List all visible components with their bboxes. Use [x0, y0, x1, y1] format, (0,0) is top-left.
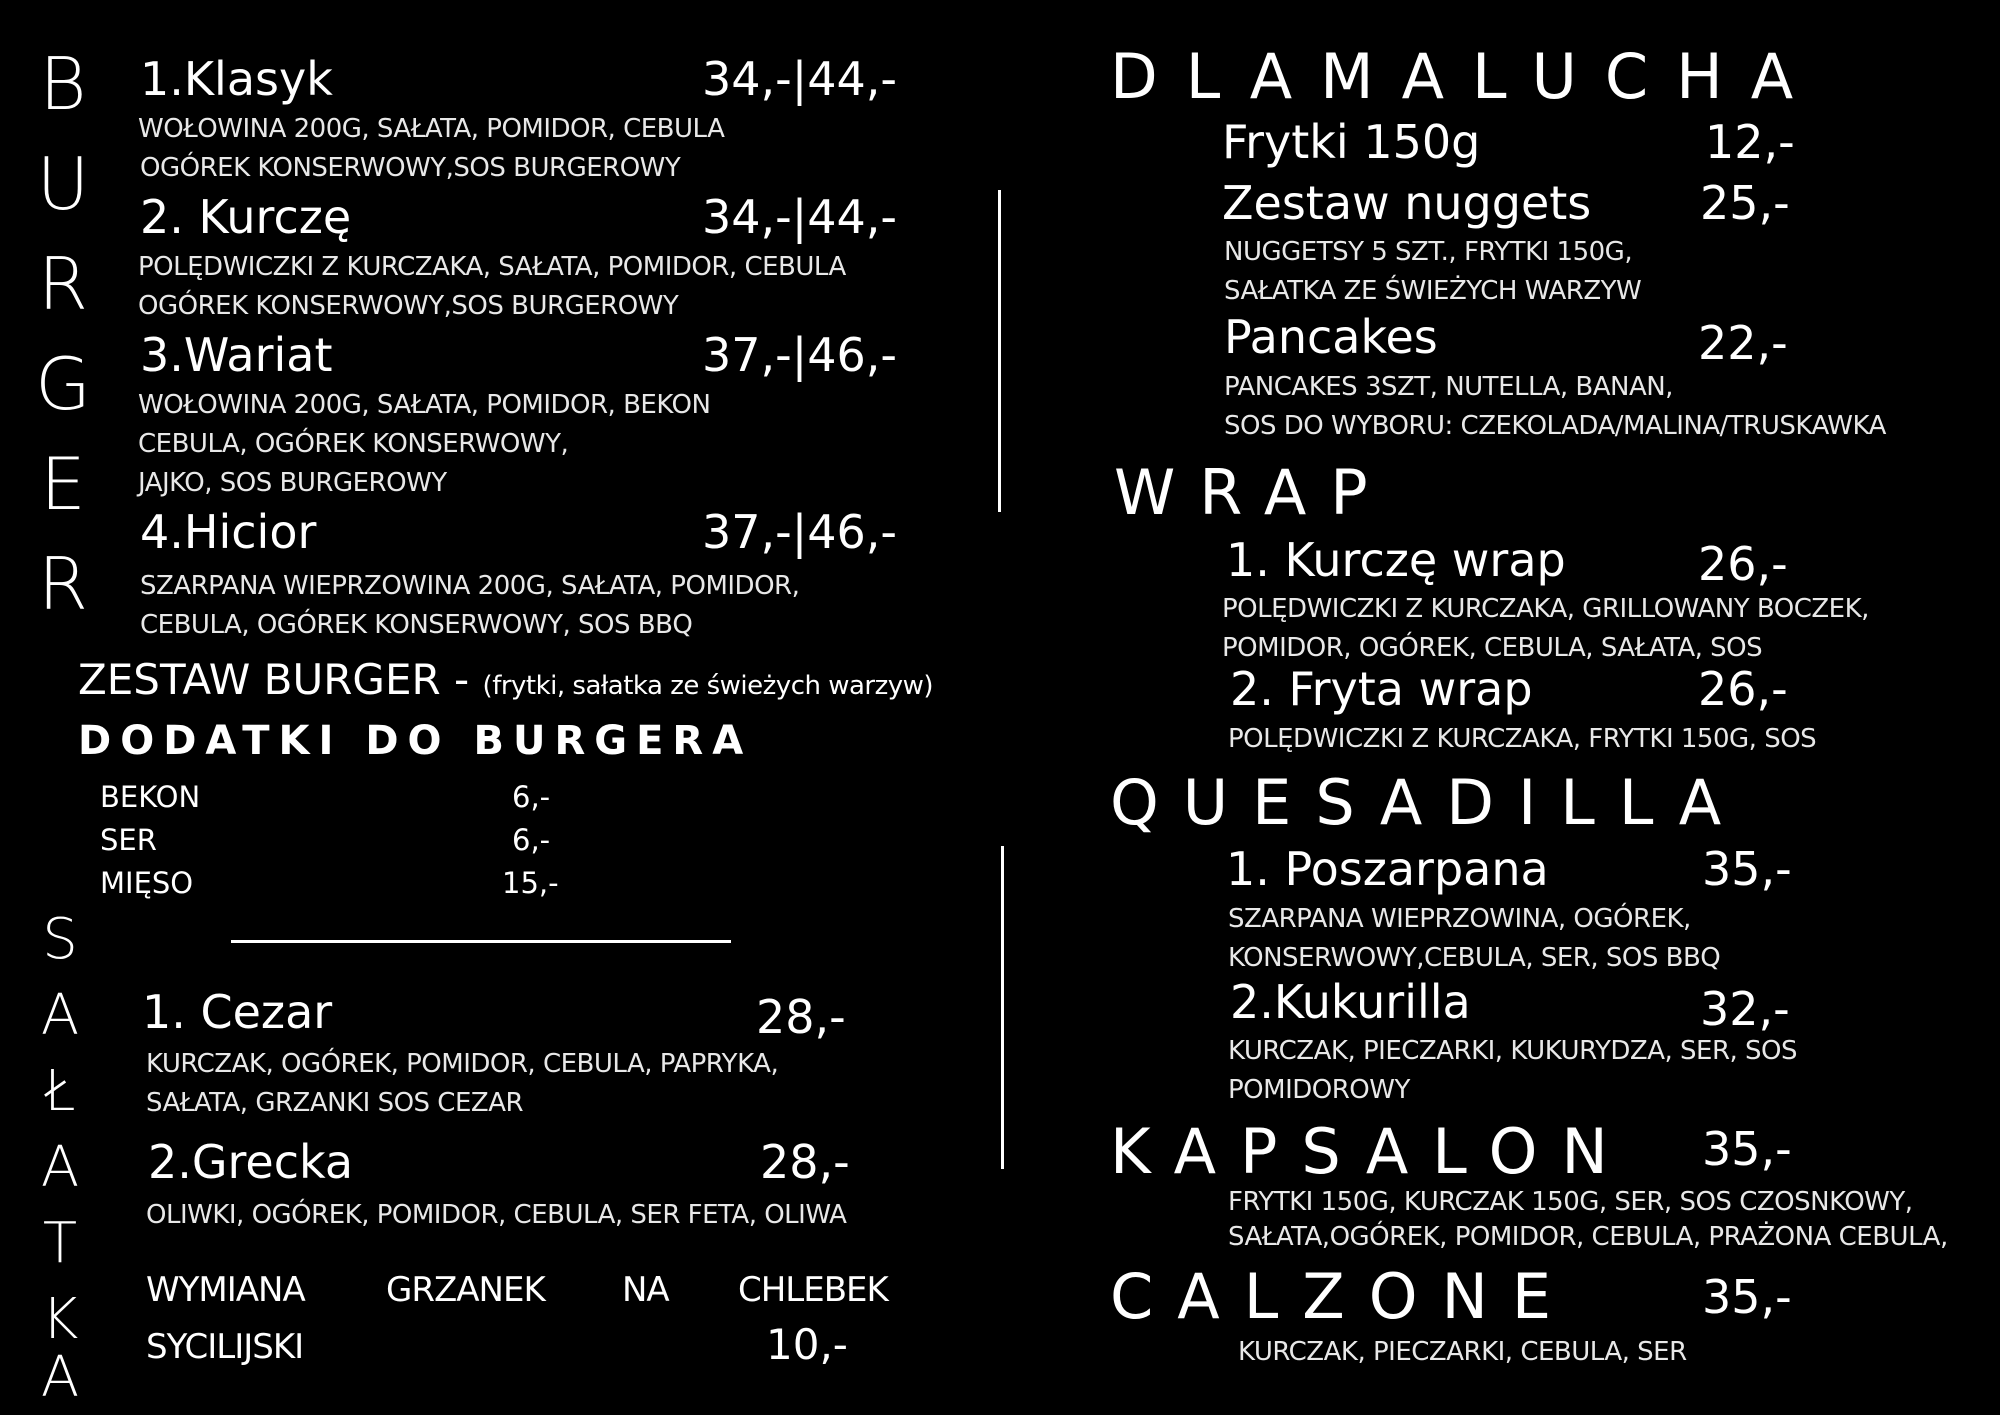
item-desc: POMIDOROWY — [1228, 1075, 1410, 1105]
zestaw-note: (frytki, sałatka ze świeżych warzyw) — [482, 671, 934, 701]
item-desc: SOS DO WYBORU: CZEKOLADA/MALINA/TRUSKAWKA — [1224, 411, 1886, 441]
dodatek-name: SER — [100, 823, 157, 857]
item-desc: POLĘDWICZKI Z KURCZAKA, SAŁATA, POMIDOR, CEBULA — [138, 252, 846, 282]
item-title: 4.Hicior — [140, 505, 317, 559]
item-title: Zestaw nuggets — [1222, 176, 1592, 230]
item-price: 37,-|46,- — [702, 328, 898, 382]
item-desc: OGÓREK KONSERWOWY,SOS BURGEROWY — [140, 153, 681, 183]
burger-letter: R — [37, 542, 89, 626]
item-desc: POLĘDWICZKI Z KURCZAKA, GRILLOWANY BOCZEK, — [1222, 594, 1869, 624]
item-desc: KONSERWOWY,CEBULA, SER, SOS BBQ — [1228, 943, 1721, 973]
salatka-letter: Ł — [44, 1059, 76, 1124]
item-desc: JAJKO, SOS BURGEROWY — [138, 468, 447, 498]
wymiana-word: CHLEBEK — [738, 1270, 888, 1310]
burger-letter: B — [39, 42, 87, 126]
item-desc: SZARPANA WIEPRZOWINA, OGÓREK, — [1228, 904, 1691, 934]
item-title: 2. Kurczę — [140, 190, 352, 244]
item-price: 34,-|44,- — [702, 52, 898, 106]
item-desc: KURCZAK, PIECZARKI, CEBULA, SER — [1238, 1337, 1687, 1367]
section-title-kapsalon: KAPSALON — [1110, 1115, 1632, 1188]
item-price: 26,- — [1698, 537, 1788, 591]
item-desc: NUGGETSY 5 SZT., FRYTKI 150G, — [1224, 237, 1633, 267]
wymiana-word: GRZANEK — [386, 1270, 545, 1310]
item-price: 35,- — [1702, 1270, 1792, 1324]
section-divider — [231, 940, 731, 943]
item-desc: WOŁOWINA 200G, SAŁATA, POMIDOR, BEKON — [138, 390, 711, 420]
item-desc: OLIWKI, OGÓREK, POMIDOR, CEBULA, SER FETA, OLIWA — [146, 1200, 847, 1230]
item-desc: WOŁOWINA 200G, SAŁATA, POMIDOR, CEBULA — [138, 114, 725, 144]
item-title: 1. Kurczę wrap — [1226, 533, 1566, 587]
item-price: 12,- — [1705, 115, 1795, 169]
item-title: 2. Fryta wrap — [1230, 662, 1533, 716]
column-divider — [1001, 846, 1004, 1169]
item-price: 35,- — [1702, 1122, 1792, 1176]
item-price: 37,-|46,- — [702, 505, 898, 559]
item-title: Pancakes — [1224, 310, 1438, 364]
item-desc: CEBULA, OGÓREK KONSERWOWY, — [138, 429, 569, 459]
dodatki-title: DODATKI DO BURGERA — [78, 718, 753, 764]
salatka-letter: A — [40, 1345, 80, 1410]
item-desc: KURCZAK, OGÓREK, POMIDOR, CEBULA, PAPRYKA, — [146, 1049, 779, 1079]
item-title: 1. Cezar — [142, 985, 333, 1039]
item-desc: SAŁATA,OGÓREK, POMIDOR, CEBULA, PRAŻONA CEBULA, — [1228, 1222, 1948, 1252]
item-title: 1.Klasyk — [140, 52, 333, 106]
section-title-wrap: WRAP — [1114, 456, 1392, 529]
item-price: 22,- — [1698, 316, 1788, 370]
zestaw-label: ZESTAW BURGER - — [78, 655, 483, 704]
item-price: 26,- — [1698, 662, 1788, 716]
salatka-letter: T — [42, 1211, 78, 1276]
salatka-letter: S — [42, 907, 78, 972]
wymiana-line2: SYCILIJSKI — [146, 1327, 304, 1367]
dodatek-price: 6,- — [512, 780, 551, 814]
wymiana-word: WYMIANA — [146, 1270, 305, 1310]
section-title-quesadilla: QUESADILLA — [1110, 766, 1746, 839]
item-desc: SAŁATA, GRZANKI SOS CEZAR — [146, 1088, 524, 1118]
item-desc: PANCAKES 3SZT, NUTELLA, BANAN, — [1224, 372, 1673, 402]
item-desc: CEBULA, OGÓREK KONSERWOWY, SOS BBQ — [140, 610, 693, 640]
item-price: 25,- — [1700, 176, 1790, 230]
item-desc: POLĘDWICZKI Z KURCZAKA, FRYTKI 150G, SOS — [1228, 724, 1817, 754]
item-title: 2.Grecka — [148, 1135, 354, 1189]
salatka-letter: A — [40, 983, 80, 1048]
item-title: 1. Poszarpana — [1226, 842, 1549, 896]
item-title: 3.Wariat — [140, 328, 333, 382]
burger-letter: G — [35, 342, 91, 426]
item-title: 2.Kukurilla — [1230, 975, 1471, 1029]
dodatek-price: 6,- — [512, 823, 551, 857]
item-desc: SAŁATKA ZE ŚWIEŻYCH WARZYW — [1224, 276, 1642, 306]
item-price: 34,-|44,- — [702, 190, 898, 244]
section-title-calzone: CALZONE — [1110, 1260, 1576, 1333]
item-desc: FRYTKI 150G, KURCZAK 150G, SER, SOS CZOSNKOWY, — [1228, 1187, 1913, 1217]
item-desc: KURCZAK, PIECZARKI, KUKURYDZA, SER, SOS — [1228, 1036, 1798, 1066]
salatka-letter: K — [41, 1287, 79, 1352]
item-desc: OGÓREK KONSERWOWY,SOS BURGEROWY — [138, 291, 679, 321]
item-price: 32,- — [1700, 982, 1790, 1036]
item-desc: SZARPANA WIEPRZOWINA 200G, SAŁATA, POMIDOR, — [140, 571, 800, 601]
wymiana-word: NA — [622, 1270, 669, 1310]
zestaw-burger — [78, 655, 933, 704]
dodatek-name: MIĘSO — [100, 866, 194, 900]
item-price: 28,- — [756, 990, 846, 1044]
column-divider — [998, 190, 1001, 512]
burger-letter: R — [37, 242, 89, 326]
dodatek-name: BEKON — [100, 780, 201, 814]
burger-letter: U — [36, 142, 90, 226]
item-price: 35,- — [1702, 842, 1792, 896]
salatka-letter: A — [40, 1135, 80, 1200]
item-title: Frytki 150g — [1222, 115, 1481, 169]
dodatek-price: 15,- — [502, 866, 559, 900]
item-desc: POMIDOR, OGÓREK, CEBULA, SAŁATA, SOS — [1222, 633, 1763, 663]
wymiana-price: 10,- — [766, 1320, 848, 1369]
item-price: 28,- — [760, 1135, 850, 1189]
section-title-dla-malucha: DLAMALUCHA — [1110, 40, 1822, 113]
burger-letter: E — [40, 442, 86, 526]
